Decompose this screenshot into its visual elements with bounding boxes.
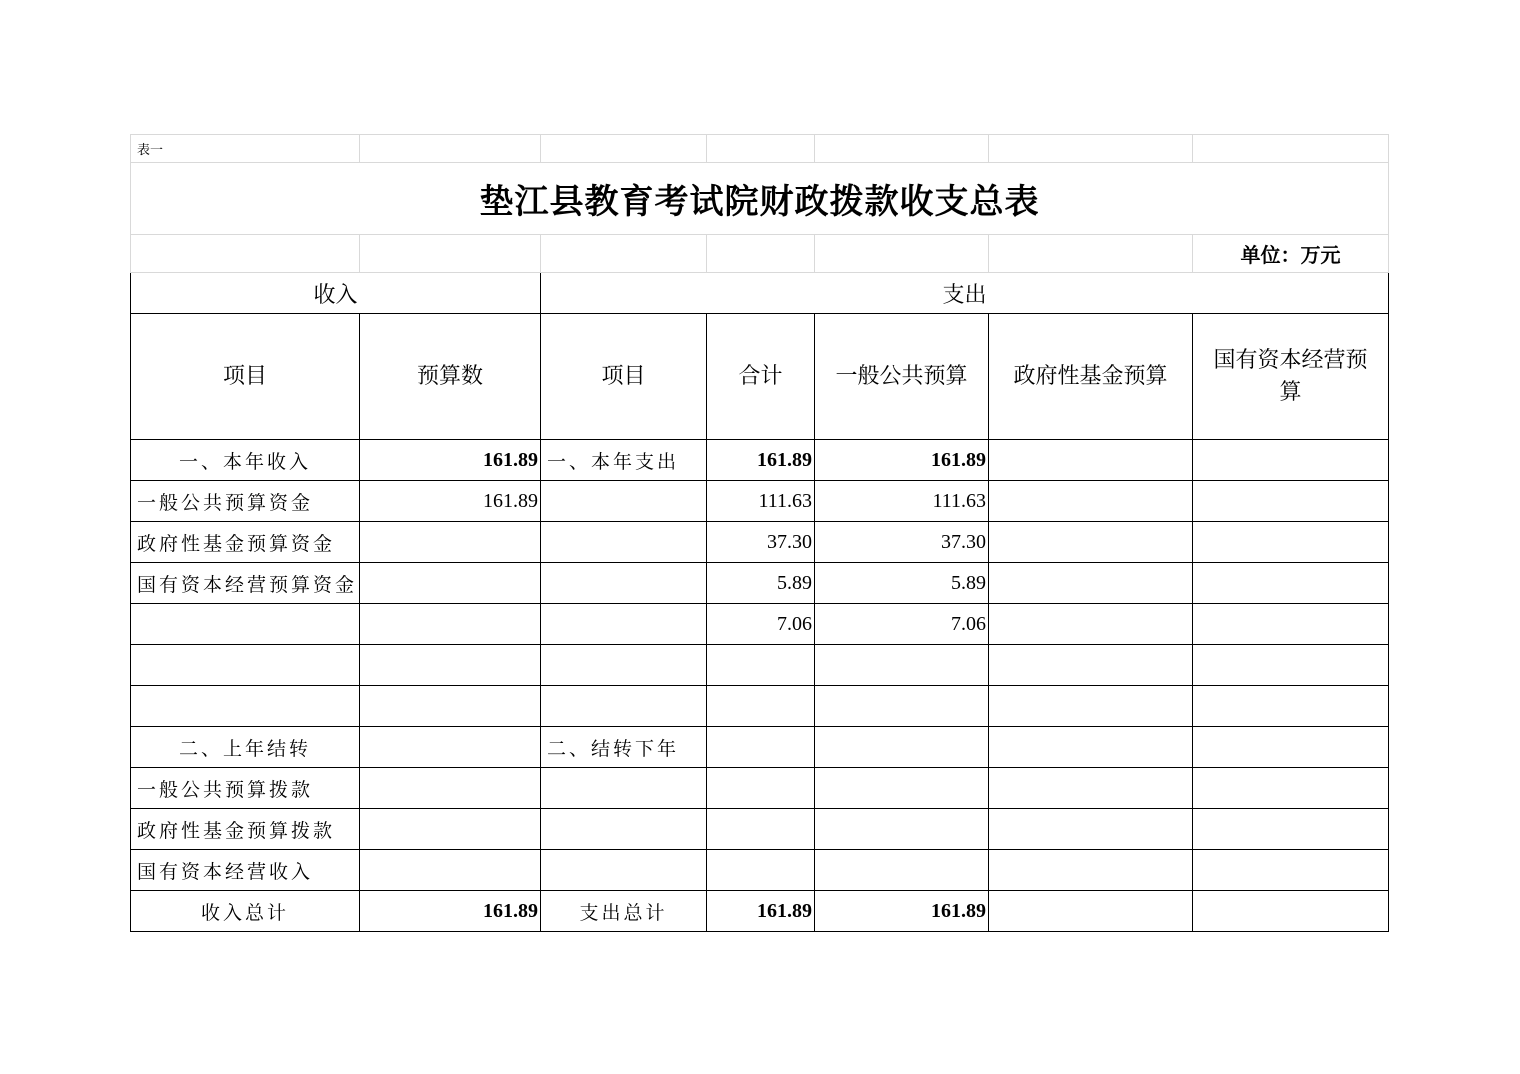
cell-expense-item	[541, 768, 707, 809]
cell-total: 161.89	[707, 440, 815, 481]
cell-income-budget: 161.89	[360, 440, 541, 481]
header-gov-fund-budget: 政府性基金预算	[989, 314, 1193, 440]
cell-expense-item: 支出总计	[541, 891, 707, 932]
page-title: 垫江县教育考试院财政拨款收支总表	[131, 163, 1389, 235]
document-number: 表一	[131, 135, 360, 163]
cell-income-item	[131, 604, 360, 645]
table-row	[131, 727, 1389, 768]
table-row	[131, 440, 1389, 481]
cell-total	[707, 686, 815, 727]
cell-expense-item: 二、结转下年	[541, 727, 707, 768]
cell-total	[707, 768, 815, 809]
cell-state-capital	[1193, 809, 1389, 850]
cell-state-capital	[1193, 850, 1389, 891]
table-row	[131, 645, 1389, 686]
cell-total	[707, 645, 815, 686]
column-header-row	[131, 314, 1389, 440]
table-row	[131, 768, 1389, 809]
cell-income-budget: 161.89	[360, 481, 541, 522]
cell-total: 5.89	[707, 563, 815, 604]
cell-income-budget	[360, 850, 541, 891]
totals-row	[131, 891, 1389, 932]
cell-expense-item	[541, 809, 707, 850]
cell-state-capital	[1193, 686, 1389, 727]
cell-expense-item	[541, 522, 707, 563]
cell-gov-fund	[989, 440, 1193, 481]
income-group-header: 收入	[131, 273, 541, 314]
cell-income-item: 一般公共预算拨款	[131, 768, 360, 809]
cell-general	[815, 850, 989, 891]
header-income-budget: 预算数	[360, 314, 541, 440]
cell-gov-fund	[989, 563, 1193, 604]
cell-income-item: 一般公共预算资金	[131, 481, 360, 522]
table-row	[131, 850, 1389, 891]
cell-expense-item	[541, 645, 707, 686]
budget-summary-table	[130, 134, 1389, 932]
cell-general: 111.63	[815, 481, 989, 522]
cell-state-capital	[1193, 563, 1389, 604]
cell-general	[815, 686, 989, 727]
cell-income-item: 政府性基金预算拨款	[131, 809, 360, 850]
cell-expense-item	[541, 686, 707, 727]
cell-income-item: 国有资本经营预算资金	[131, 563, 360, 604]
cell-gov-fund	[989, 809, 1193, 850]
cell-general: 7.06	[815, 604, 989, 645]
cell-income-budget	[360, 686, 541, 727]
cell-income-budget	[360, 563, 541, 604]
header-expense-item: 项目	[541, 314, 707, 440]
cell-state-capital	[1193, 727, 1389, 768]
cell-gov-fund	[989, 522, 1193, 563]
cell-total: 37.30	[707, 522, 815, 563]
cell-state-capital	[1193, 604, 1389, 645]
cell-income-budget: 161.89	[360, 891, 541, 932]
header-state-capital-budget: 国有资本经营预算	[1193, 314, 1389, 440]
cell-income-item: 一、本年收入	[131, 440, 360, 481]
cell-income-item	[131, 645, 360, 686]
cell-total: 111.63	[707, 481, 815, 522]
cell-general: 37.30	[815, 522, 989, 563]
cell-gov-fund	[989, 768, 1193, 809]
cell-expense-item	[541, 850, 707, 891]
cell-gov-fund	[989, 850, 1193, 891]
header-general-budget: 一般公共预算	[815, 314, 989, 440]
table-row	[131, 481, 1389, 522]
cell-income-item: 二、上年结转	[131, 727, 360, 768]
cell-income-budget	[360, 809, 541, 850]
table-row	[131, 563, 1389, 604]
cell-income-budget	[360, 645, 541, 686]
cell-expense-item	[541, 604, 707, 645]
cell-income-budget	[360, 522, 541, 563]
cell-gov-fund	[989, 686, 1193, 727]
cell-general: 161.89	[815, 440, 989, 481]
cell-general	[815, 768, 989, 809]
cell-state-capital	[1193, 768, 1389, 809]
expense-group-header: 支出	[541, 273, 1389, 314]
cell-general: 161.89	[815, 891, 989, 932]
cell-total	[707, 727, 815, 768]
cell-total: 7.06	[707, 604, 815, 645]
table-row	[131, 522, 1389, 563]
table-row	[131, 686, 1389, 727]
cell-expense-item: 一、本年支出	[541, 440, 707, 481]
cell-state-capital	[1193, 440, 1389, 481]
cell-general	[815, 809, 989, 850]
cell-income-item: 政府性基金预算资金	[131, 522, 360, 563]
cell-expense-item	[541, 563, 707, 604]
cell-gov-fund	[989, 891, 1193, 932]
cell-income-item	[131, 686, 360, 727]
cell-expense-item	[541, 481, 707, 522]
cell-total: 161.89	[707, 891, 815, 932]
cell-income-budget	[360, 604, 541, 645]
cell-state-capital	[1193, 481, 1389, 522]
cell-general	[815, 727, 989, 768]
cell-total	[707, 850, 815, 891]
cell-total	[707, 809, 815, 850]
cell-gov-fund	[989, 645, 1193, 686]
cell-gov-fund	[989, 481, 1193, 522]
header-income-item: 项目	[131, 314, 360, 440]
cell-income-budget	[360, 768, 541, 809]
cell-state-capital	[1193, 891, 1389, 932]
cell-general	[815, 645, 989, 686]
cell-income-budget	[360, 727, 541, 768]
cell-state-capital	[1193, 522, 1389, 563]
table-row	[131, 809, 1389, 850]
cell-general: 5.89	[815, 563, 989, 604]
cell-income-item: 国有资本经营收入	[131, 850, 360, 891]
header-total: 合计	[707, 314, 815, 440]
cell-gov-fund	[989, 604, 1193, 645]
cell-income-item: 收入总计	[131, 891, 360, 932]
unit-label: 单位：万元	[1193, 235, 1389, 273]
cell-state-capital	[1193, 645, 1389, 686]
cell-gov-fund	[989, 727, 1193, 768]
table-row	[131, 604, 1389, 645]
